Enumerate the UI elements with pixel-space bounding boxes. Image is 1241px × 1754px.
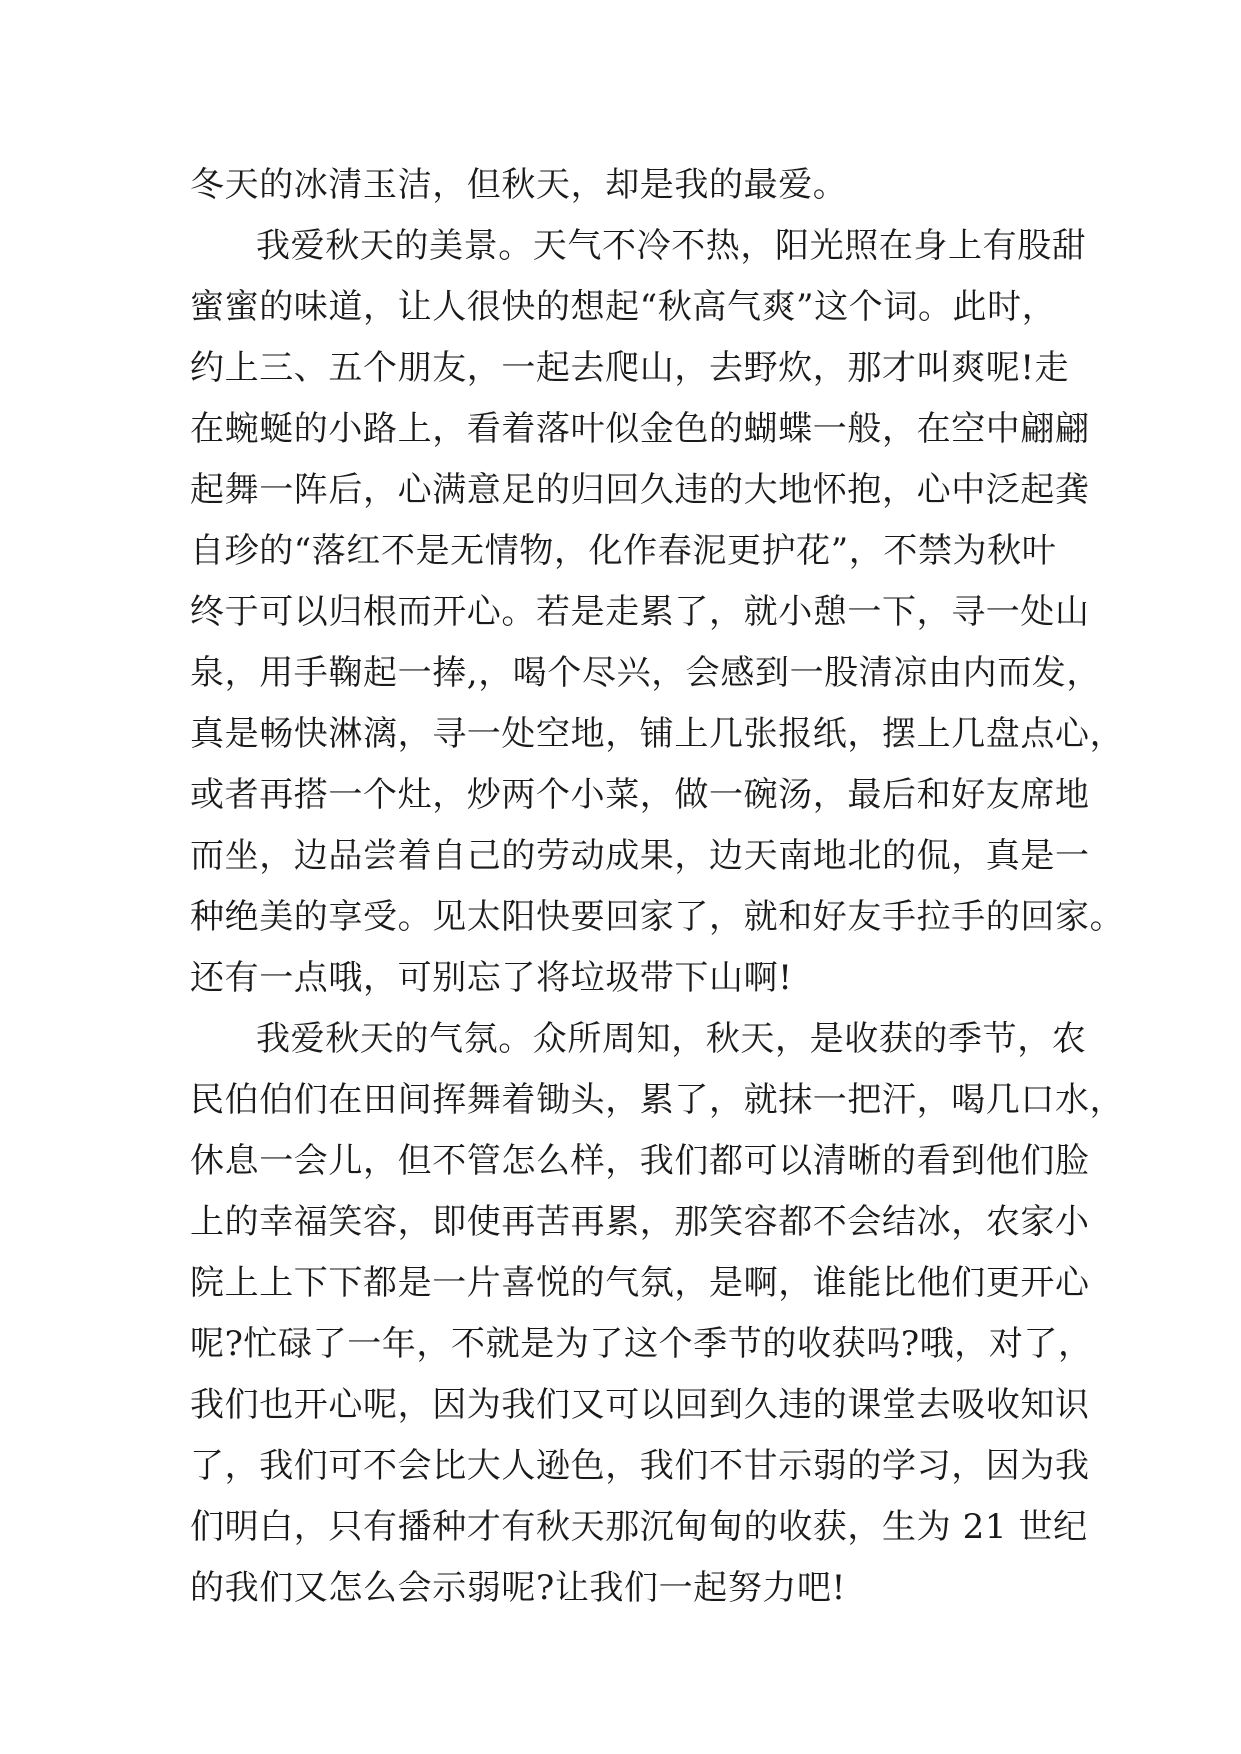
text-line: 蜜蜜的味道，让人很快的想起“秋高气爽”这个词。此时， xyxy=(190,287,1057,327)
text-line: 我们也开心呢，因为我们又可以回到久违的课堂去吸收知识 xyxy=(190,1385,1090,1425)
text-line: 们明白，只有播种才有秋天那沉甸甸的收获，生为 21 世纪 xyxy=(190,1507,1088,1547)
text-line: 的我们又怎么会示弱呢?让我们一起努力吧! xyxy=(190,1568,846,1608)
text-line: 而坐，边品尝着自己的劳动成果，边天南地北的侃，真是一 xyxy=(190,836,1090,876)
text-line: 起舞一阵后，心满意足的归回久违的大地怀抱，心中泛起龚 xyxy=(190,470,1090,510)
text-line: 真是畅快淋漓，寻一处空地，铺上几张报纸，摆上几盘点心， xyxy=(190,714,1125,754)
text-line: 或者再搭一个灶，炒两个小菜，做一碗汤，最后和好友席地 xyxy=(190,775,1090,815)
text-line: 种绝美的享受。见太阳快要回家了，就和好友手拉手的回家。 xyxy=(190,897,1125,937)
text-line: 民伯伯们在田间挥舞着锄头，累了，就抹一把汗，喝几口水， xyxy=(190,1080,1125,1120)
paragraph-first-line: 我爱秋天的美景。天气不冷不热，阳光照在身上有股甜 xyxy=(256,226,1087,266)
text-line: 还有一点哦，可别忘了将垃圾带下山啊! xyxy=(190,958,793,998)
text-line: 呢?忙碌了一年，不就是为了这个季节的收获吗?哦，对了， xyxy=(190,1324,1093,1364)
text-line: 休息一会儿，但不管怎么样，我们都可以清晰的看到他们脸 xyxy=(190,1141,1090,1181)
text-line: 冬天的冰清玉洁，但秋天，却是我的最爱。 xyxy=(190,165,848,205)
text-line: 院上上下下都是一片喜悦的气氛，是啊，谁能比他们更开心 xyxy=(190,1263,1090,1303)
text-line: 泉，用手鞠起一捧,，喝个尽兴，会感到一股清凉由内而发， xyxy=(190,653,1102,693)
body-text xyxy=(190,155,1125,1619)
paragraph-first-line: 我爱秋天的气氛。众所周知，秋天，是收获的季节，农 xyxy=(256,1019,1087,1059)
text-line: 约上三、五个朋友，一起去爬山，去野炊，那才叫爽呢!走 xyxy=(190,348,1070,388)
text-line: 了，我们可不会比大人逊色，我们不甘示弱的学习，因为我 xyxy=(190,1446,1090,1486)
text-line: 自珍的“落红不是无情物，化作春泥更护花”，不禁为秋叶 xyxy=(190,531,1057,571)
text-line: 在蜿蜒的小路上，看着落叶似金色的蝴蝶一般，在空中翩翩 xyxy=(190,409,1090,449)
text-line: 上的幸福笑容，即使再苦再累，那笑容都不会结冰，农家小 xyxy=(190,1202,1090,1242)
text-line: 终于可以归根而开心。若是走累了，就小憩一下，寻一处山 xyxy=(190,592,1090,632)
